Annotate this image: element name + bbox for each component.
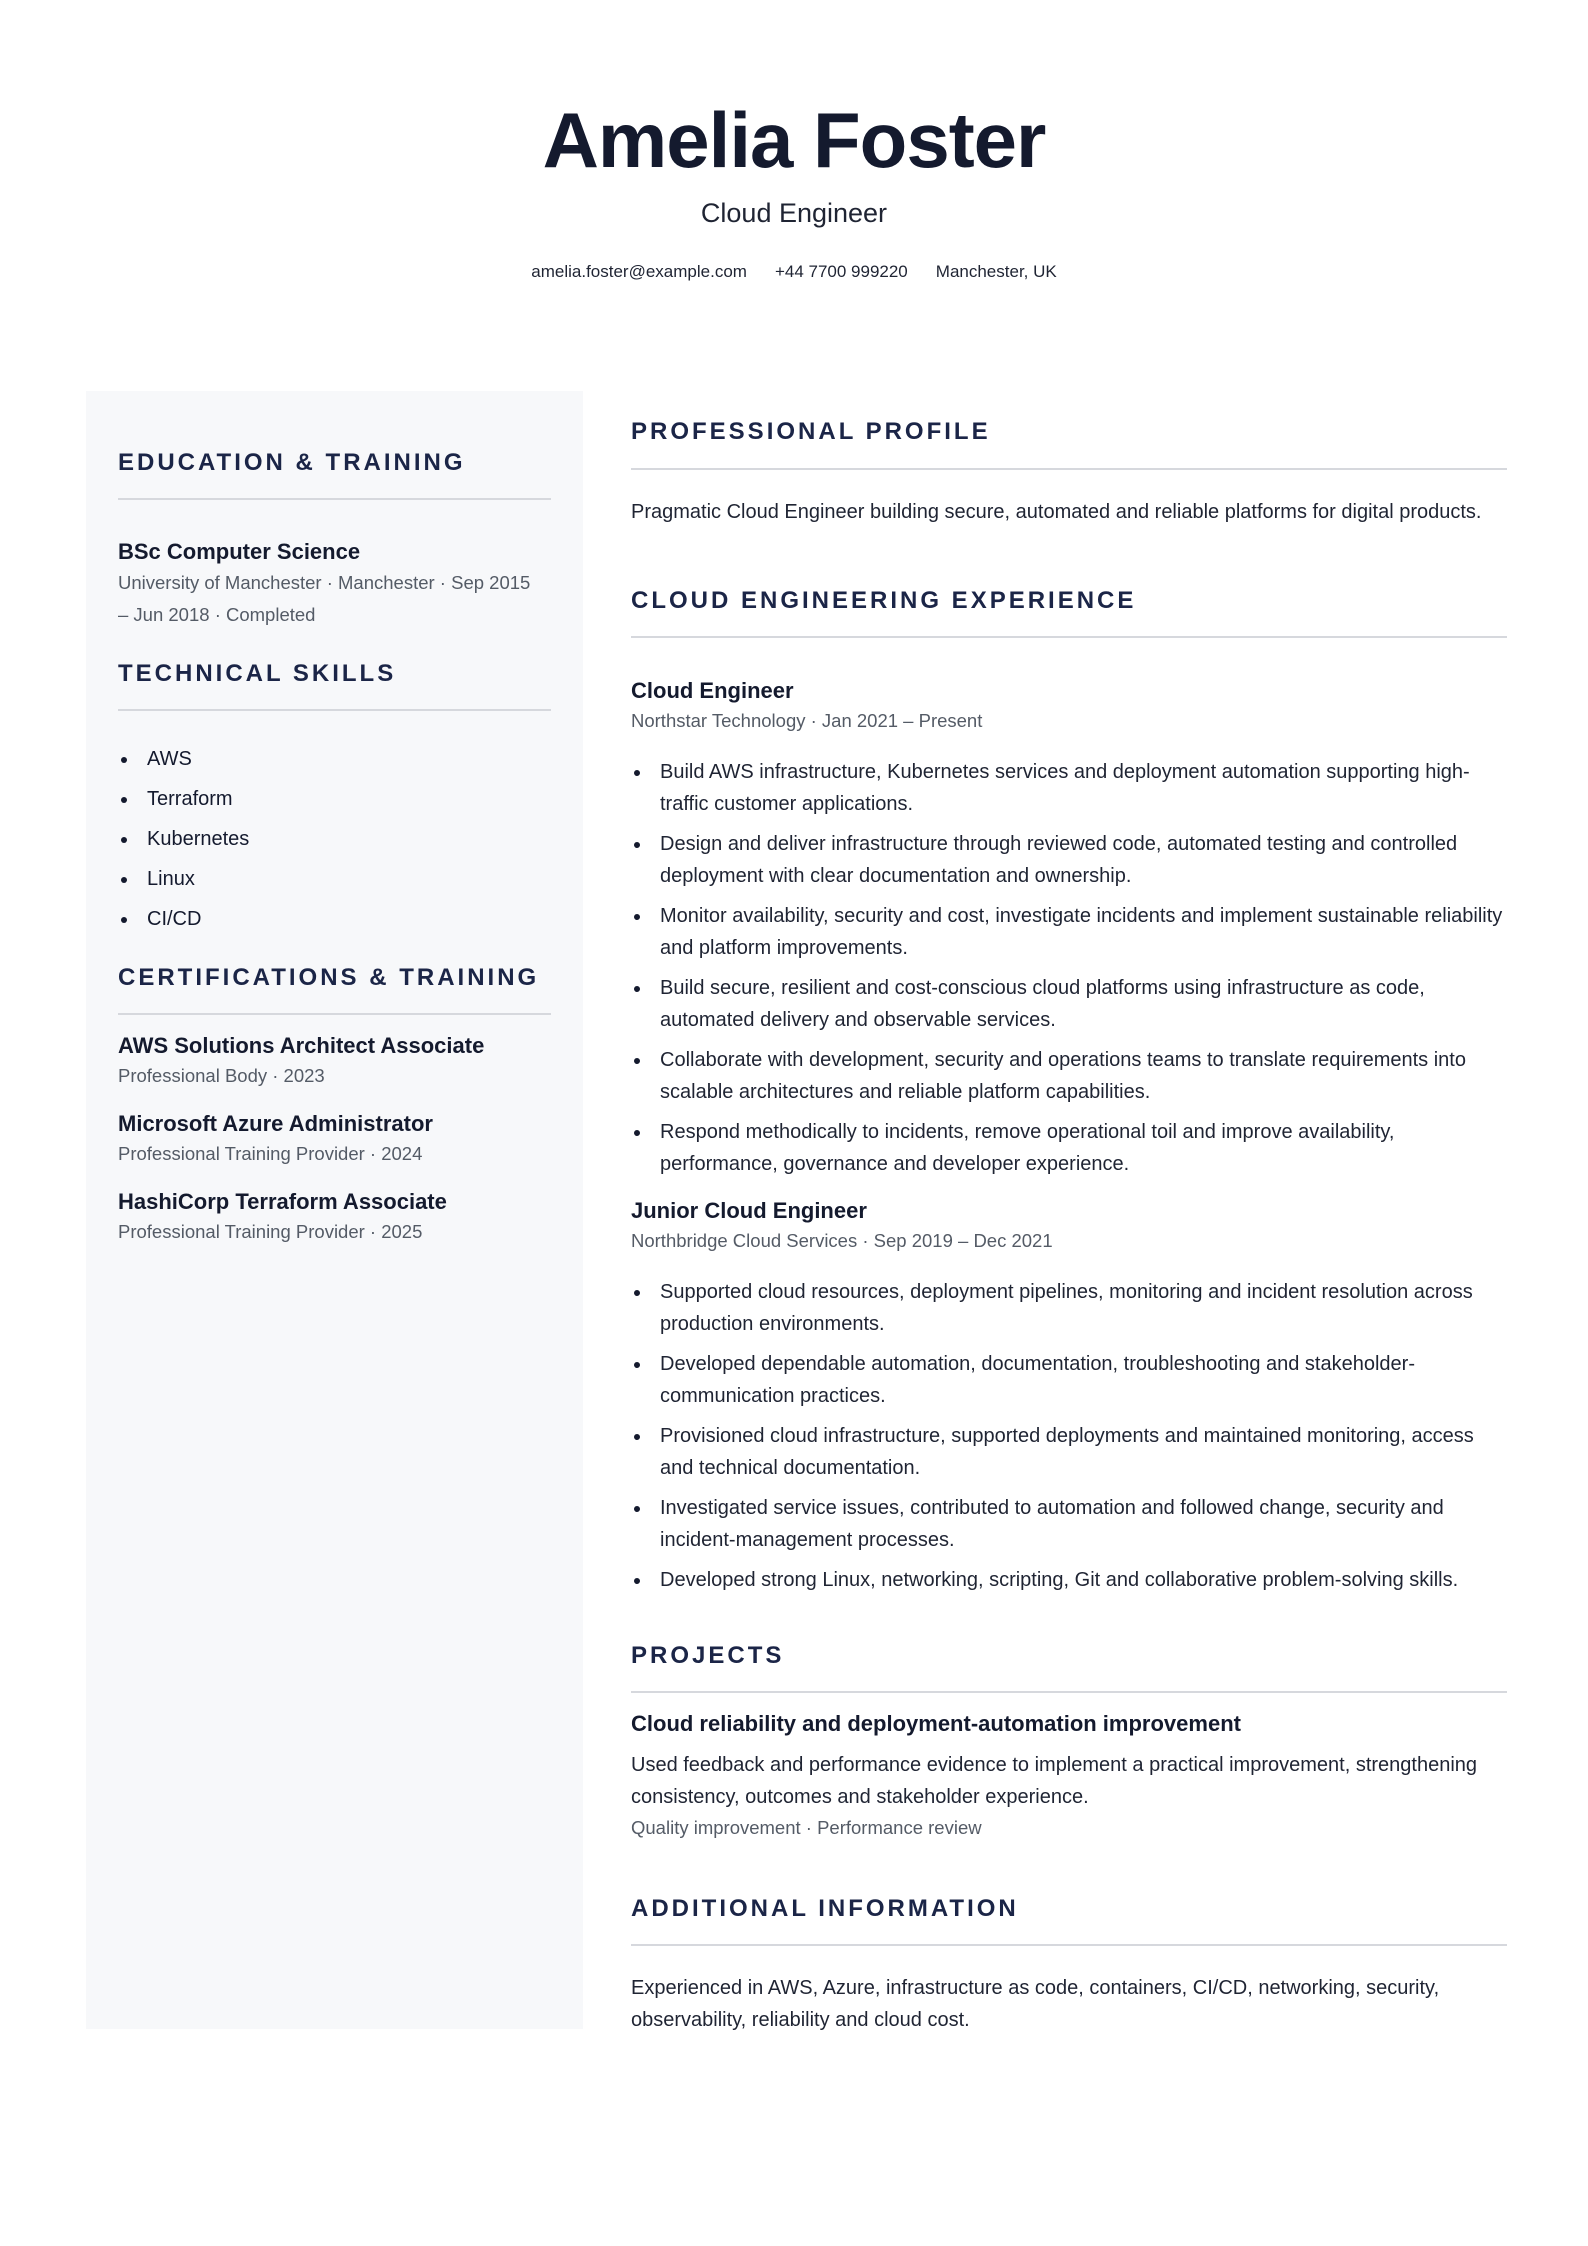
job-entry [631, 1196, 1507, 1596]
profile-section [631, 416, 1507, 528]
phone-number[interactable]: +44 7700 999220 [774, 262, 908, 281]
skill-item: CI/CD [118, 899, 551, 939]
job-meta: Northstar Technology · Jan 2021 – Present [631, 710, 983, 731]
degree-title: BSc Computer Science [118, 539, 361, 564]
job-title: Cloud Engineer [700, 198, 888, 228]
section-divider [118, 498, 551, 500]
section-divider [631, 1944, 1507, 1946]
email-link[interactable]: amelia.foster@example.com [531, 262, 747, 281]
section-divider [118, 1013, 551, 1015]
experience-section [631, 585, 1507, 1604]
degree-meta: University of Manchester · Manchester · Sep 2015 [118, 572, 531, 593]
experience-heading: CLOUD ENGINEERING EXPERIENCE [631, 587, 1137, 614]
skills-heading: TECHNICAL SKILLS [118, 660, 397, 687]
job-bullet: Collaborate with development, security and operations teams to translate requirements into scalable architectures and reliable platform capabilities. [631, 1044, 1507, 1108]
job-bullets [631, 1276, 1507, 1596]
candidate-name: Amelia Foster [542, 96, 1046, 184]
section-divider [631, 636, 1507, 638]
job-meta: Northbridge Cloud Services · Sep 2019 – Dec 2021 [631, 1230, 1053, 1251]
skills-list [118, 739, 551, 939]
projects-heading: PROJECTS [631, 1642, 785, 1669]
additional-section [631, 1893, 1507, 2036]
skill-item: Terraform [118, 779, 551, 819]
certification-meta: Professional Training Provider · 2024 [118, 1143, 423, 1164]
job-bullet: Build AWS infrastructure, Kubernetes services and deployment automation supporting high-traffic customer applications. [631, 756, 1507, 820]
certification-item [118, 1187, 551, 1247]
certification-title: AWS Solutions Architect Associate [118, 1033, 485, 1058]
certification-meta: Professional Training Provider · 2025 [118, 1221, 423, 1242]
job-bullet: Design and deliver infrastructure through reviewed code, automated testing and controlled deployment with clear documentation and ownership. [631, 828, 1507, 892]
skill-item: AWS [118, 739, 551, 779]
certification-meta: Professional Body · 2023 [118, 1065, 325, 1086]
certification-title: Microsoft Azure Administrator [118, 1111, 433, 1136]
section-divider [631, 1691, 1507, 1693]
section-divider [631, 468, 1507, 470]
project-title: Cloud reliability and deployment-automation improvement [631, 1711, 1241, 1736]
projects-section [631, 1640, 1507, 1843]
degree-meta: – Jun 2018 · Completed [118, 604, 316, 625]
certifications-heading: CERTIFICATIONS & TRAINING [118, 964, 540, 991]
contact-row [0, 260, 1588, 284]
project-description: Used feedback and performance evidence to implement a practical improvement, strengthening consistency, outcomes and stakeholder experience. [631, 1754, 1478, 1808]
skills-section [118, 658, 551, 939]
additional-text: Experienced in AWS, Azure, infrastructure as code, containers, CI/CD, networking, security, observability, reliability and cloud cost. [631, 1977, 1440, 2031]
section-divider [118, 709, 551, 711]
additional-heading: ADDITIONAL INFORMATION [631, 1895, 1019, 1922]
education-heading: EDUCATION & TRAINING [118, 449, 466, 476]
project-meta: Quality improvement · Performance review [631, 1817, 982, 1838]
job-role: Cloud Engineer [631, 678, 794, 703]
location: Manchester, UK [935, 262, 1057, 281]
certification-item [118, 1109, 551, 1169]
sidebar [86, 391, 583, 2029]
job-bullet: Supported cloud resources, deployment pipelines, monitoring and incident resolution across production environments. [631, 1276, 1507, 1340]
job-role: Junior Cloud Engineer [631, 1198, 867, 1223]
job-bullet: Respond methodically to incidents, remove operational toil and improve availability, performance, governance and developer experience. [631, 1116, 1507, 1180]
education-section [118, 447, 551, 631]
profile-summary: Pragmatic Cloud Engineer building secure, automated and reliable platforms for digital products. [631, 501, 1482, 523]
job-entry [631, 676, 1507, 1180]
certification-item [118, 1031, 551, 1091]
job-bullet: Developed dependable automation, documentation, troubleshooting and stakeholder-communication practices. [631, 1348, 1507, 1412]
certifications-section [118, 962, 551, 1247]
certification-title: HashiCorp Terraform Associate [118, 1189, 447, 1214]
job-bullet: Developed strong Linux, networking, scripting, Git and collaborative problem-solving skills. [631, 1564, 1507, 1596]
skill-item: Kubernetes [118, 819, 551, 859]
job-bullet: Provisioned cloud infrastructure, supported deployments and maintained monitoring, access and technical documentation. [631, 1420, 1507, 1484]
job-bullet: Investigated service issues, contributed to automation and followed change, security and incident-management processes. [631, 1492, 1507, 1556]
job-bullet: Monitor availability, security and cost, investigate incidents and implement sustainable reliability and platform improvements. [631, 900, 1507, 964]
job-bullet: Build secure, resilient and cost-conscious cloud platforms using infrastructure as code, automated delivery and observable services. [631, 972, 1507, 1036]
skill-item: Linux [118, 859, 551, 899]
profile-heading: PROFESSIONAL PROFILE [631, 418, 991, 445]
job-bullets [631, 756, 1507, 1180]
